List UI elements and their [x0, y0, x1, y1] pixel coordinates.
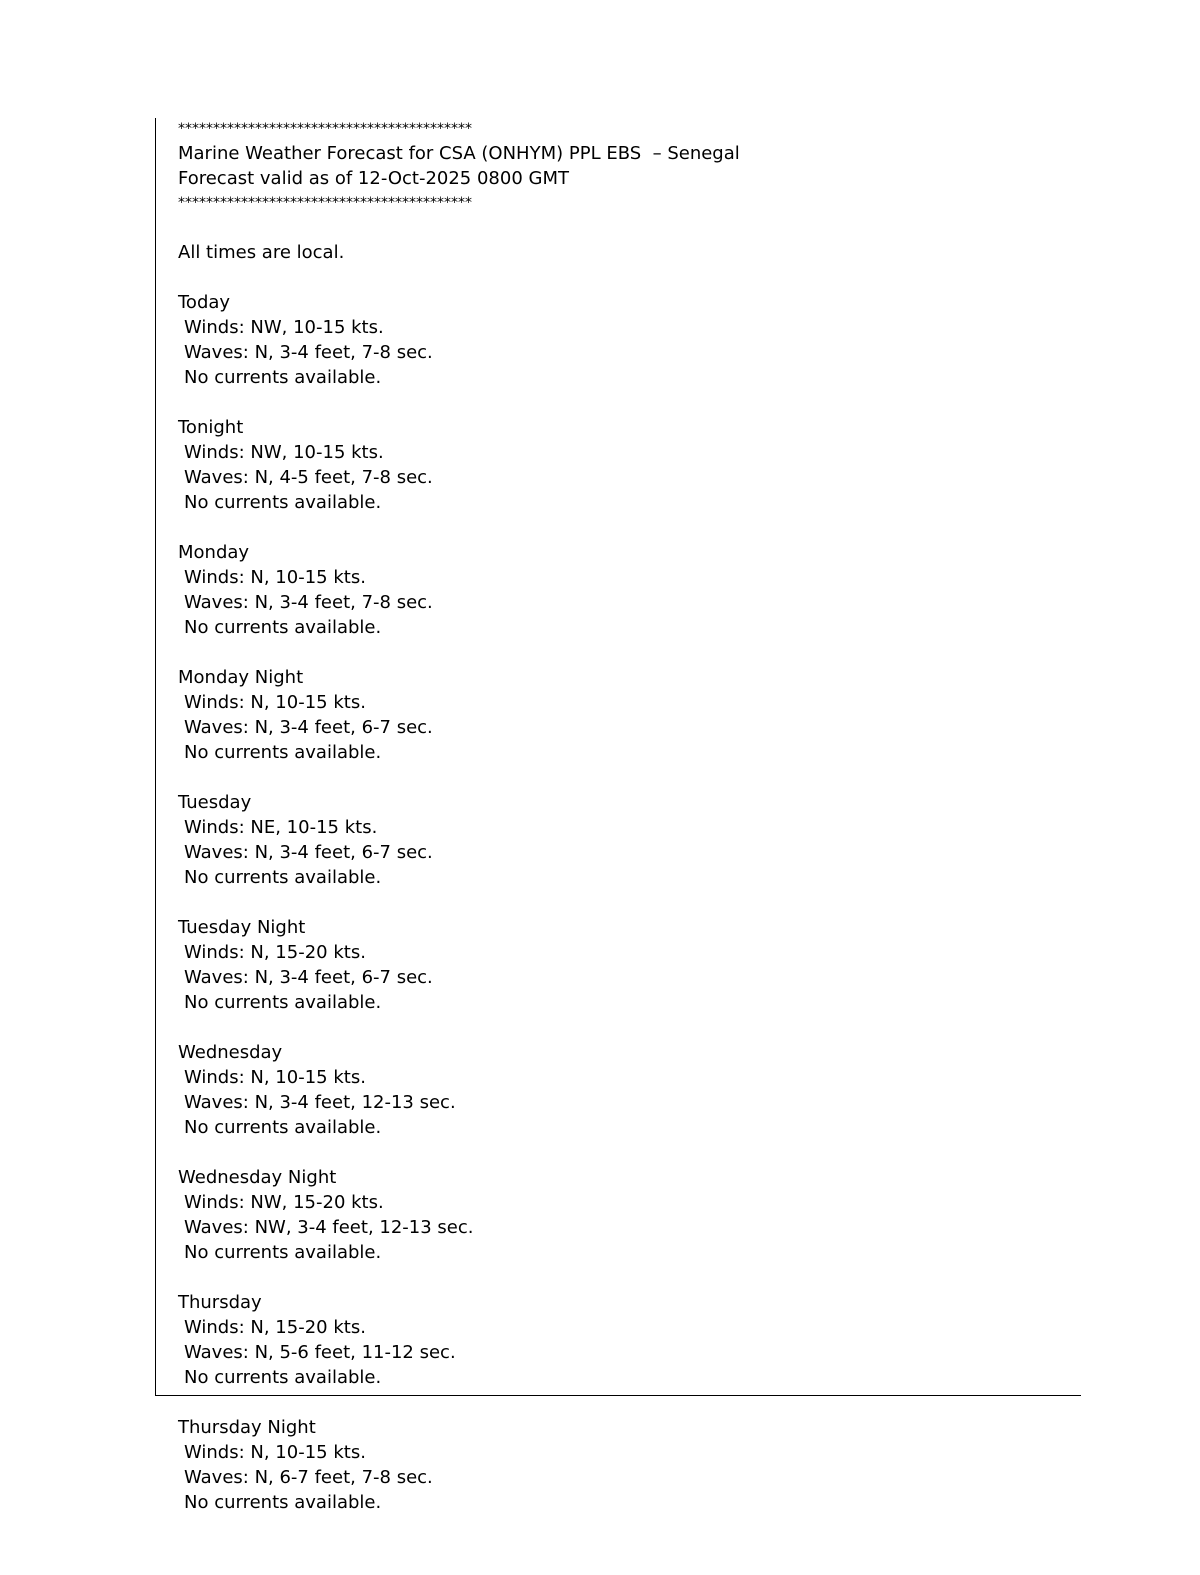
forecast-period-monday — [178, 540, 1078, 665]
period-name: Wednesday — [178, 1042, 283, 1063]
period-waves: Waves: NW, 3-4 feet, 12-13 sec. — [184, 1217, 474, 1238]
period-waves: Waves: N, 3-4 feet, 12-13 sec. — [184, 1092, 456, 1113]
period-currents: No currents available. — [184, 992, 382, 1013]
forecast-period-tuesday — [178, 790, 1078, 915]
period-name: Thursday — [178, 1292, 262, 1313]
forecast-period-monday-night — [178, 665, 1078, 790]
period-winds: Winds: NW, 10-15 kts. — [184, 317, 384, 338]
period-waves: Waves: N, 4-5 feet, 7-8 sec. — [184, 467, 433, 488]
stars-divider-top: ****************************************** — [178, 121, 472, 137]
period-waves: Waves: N, 3-4 feet, 7-8 sec. — [184, 592, 433, 613]
forecast-period-thursday — [178, 1290, 1078, 1415]
period-winds: Winds: N, 10-15 kts. — [184, 1442, 366, 1463]
period-name: Today — [178, 292, 231, 313]
period-waves: Waves: N, 3-4 feet, 6-7 sec. — [184, 842, 433, 863]
period-winds: Winds: NW, 10-15 kts. — [184, 442, 384, 463]
period-winds: Winds: N, 15-20 kts. — [184, 1317, 366, 1338]
period-name: Monday — [178, 542, 250, 563]
period-winds: Winds: NW, 15-20 kts. — [184, 1192, 384, 1213]
forecast-title: Marine Weather Forecast for CSA (ONHYM) PPL EBS – Senegal — [178, 143, 740, 164]
period-waves: Waves: N, 3-4 feet, 6-7 sec. — [184, 717, 433, 738]
period-currents: No currents available. — [184, 492, 382, 513]
period-winds: Winds: N, 10-15 kts. — [184, 1067, 366, 1088]
period-name: Tuesday Night — [178, 917, 306, 938]
period-name: Wednesday Night — [178, 1167, 337, 1188]
times-note: All times are local. — [178, 242, 345, 263]
period-currents: No currents available. — [184, 867, 382, 888]
period-winds: Winds: N, 10-15 kts. — [184, 692, 366, 713]
period-currents: No currents available. — [184, 367, 382, 388]
period-winds: Winds: NE, 10-15 kts. — [184, 817, 378, 838]
period-name: Tonight — [178, 417, 244, 438]
forecast-period-wednesday — [178, 1040, 1078, 1165]
period-currents: No currents available. — [184, 617, 382, 638]
forecast-period-thursday-night — [178, 1415, 1078, 1515]
forecast-period-tonight — [178, 415, 1078, 540]
stars-divider-bottom: ****************************************** — [178, 195, 472, 211]
period-name: Monday Night — [178, 667, 304, 688]
frame-left-rule — [155, 118, 156, 1395]
period-currents: No currents available. — [184, 742, 382, 763]
period-waves: Waves: N, 5-6 feet, 11-12 sec. — [184, 1342, 456, 1363]
period-name: Thursday Night — [178, 1417, 316, 1438]
forecast-document — [178, 117, 1078, 1515]
forecast-period-wednesday-night — [178, 1165, 1078, 1290]
forecast-valid-time: Forecast valid as of 12-Oct-2025 0800 GMT — [178, 168, 569, 189]
forecast-period-tuesday-night — [178, 915, 1078, 1040]
period-currents: No currents available. — [184, 1492, 382, 1513]
forecast-period-today — [178, 290, 1078, 415]
period-currents: No currents available. — [184, 1242, 382, 1263]
period-currents: No currents available. — [184, 1117, 382, 1138]
period-currents: No currents available. — [184, 1367, 382, 1388]
period-winds: Winds: N, 15-20 kts. — [184, 942, 366, 963]
period-waves: Waves: N, 6-7 feet, 7-8 sec. — [184, 1467, 433, 1488]
period-waves: Waves: N, 3-4 feet, 6-7 sec. — [184, 967, 433, 988]
period-name: Tuesday — [178, 792, 252, 813]
period-winds: Winds: N, 10-15 kts. — [184, 567, 366, 588]
period-waves: Waves: N, 3-4 feet, 7-8 sec. — [184, 342, 433, 363]
